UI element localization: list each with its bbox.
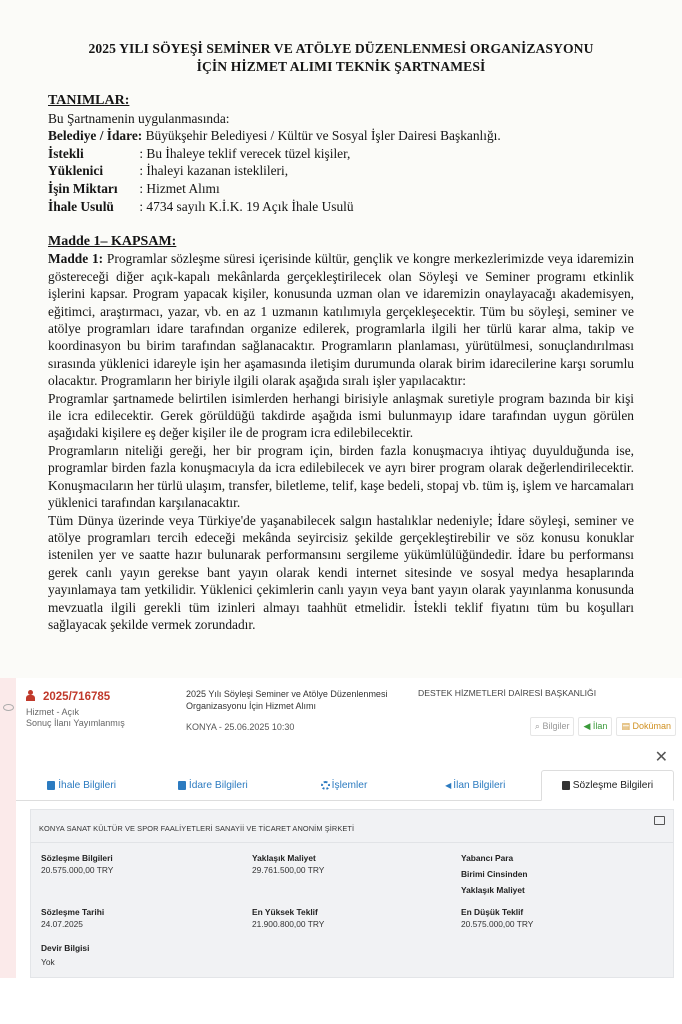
document-title xyxy=(20,40,662,76)
article-text: Programlar sözleşme süresi içerisinde kültür, gençlik ve kongre merkezlerimizde veya idaremizin göstereceği diğer açık-kapalı mekânlarda gerçekleştirilecek olan Söyleşi ve Seminer programı etkinlik işlerini kapsar. Program yapacak kişiler, konusunda uzman olan ve idaremizin onaylayacağı akademisyen, eğitimci, araştırmacı, yazar, vb. en az 1 uzmanın katılımıyla gerçekleşecektir. Tüm bu söyleşi, seminer ve atölye programları idare tarafından organize edilerek, programlarla ilgili her türlü karar alma, takip ve koordinasyon bu birim tarafından sağlanacaktır. Programların planlaması, yürütülmesi, sonuçlandırılması sırasında yüklenici idareyle işin her aşamasında iletişim durumunda olarak birim idarecilerine karşı sorumlu olacaktır. Programların her biriyle ilgili olarak aşağıda sıralı işler yapılacaktır: xyxy=(48,251,634,389)
tab-label: İşlemler xyxy=(331,779,368,791)
contract-field xyxy=(41,942,89,968)
tab-label: İdare Bilgileri xyxy=(188,779,248,791)
article-paragraph-3: Programların niteliği gereği, her bir program için, birden fazla konuşmacıya ihtiyaç duyulduğunda ise, programlar birden fazla konuşmacıyla da icra edilebilecek ve ayrı birer program olarak değerlendirilecektir. Konuşmacıların her türlü ulaşım, transfer, biletleme, telif, kaşe bedeli, stopaj vb. tüm iş, işlem ve harcamaları yüklenici tarafından karşılanacaktır. xyxy=(48,442,634,511)
megaphone-icon: ◀ xyxy=(583,721,591,731)
contract-field xyxy=(41,852,113,876)
contract-field xyxy=(252,906,324,930)
tender-location-date: KONYA - 25.06.2025 10:30 xyxy=(186,722,295,732)
definition-value: Büyükşehir Belediyesi / Kültür ve Sosyal İşler Dairesi Başkanlığı. xyxy=(145,128,501,144)
building-icon xyxy=(178,781,186,790)
definition-value: : 4734 sayılı K.İ.K. 19 Açık İhale Usulü xyxy=(139,198,354,214)
eye-icon[interactable] xyxy=(3,704,14,711)
gear-icon xyxy=(321,781,330,790)
article-label: Madde 1: xyxy=(48,251,104,267)
dokuman-label: Doküman xyxy=(632,721,671,731)
article-paragraph-4: Tüm Dünya üzerinde veya Türkiye'de yaşanabilecek salgın hastalıklar nedeniyle; İdare söyleşi, seminer ve atölye programları tercih edeceği mekânda seyircisiz şekilde gerçekleştirebilir ve söz konusu konuklar istenilen yer ve saatte hazır bulunarak performansını sergileme yükümlülüğündedir. İdare bu performansı gerek canlı yayın gerekse bant yayın olarak kendi internet sitesinde ve sosyal medya hesaplarında yayınlamaya tam yetkilidir. Yüklenici çekimlerin canlı yayın veya bant yayın olarak yayınlanma konusunda mevzuatla ilgili gerekli tüm izinleri almayı taahhüt etmelidir. İstekli teklif fiyatını tüm bu koşulları sağlayacak şekilde vermek zorundadır. xyxy=(48,512,634,632)
definition-value: : İhaleyi kazanan isteklileri, xyxy=(139,163,289,179)
definition-value: : Hizmet Alımı xyxy=(139,180,220,196)
tender-type: Hizmet - Açık xyxy=(26,707,80,717)
tender-detail-panel xyxy=(0,678,682,1024)
document-title-line-2: İÇİN HİZMET ALIMI TEKNİK ŞARTNAMESİ xyxy=(196,59,486,74)
field-label: Yabancı Para xyxy=(461,853,514,863)
definitions-section xyxy=(48,92,501,215)
contract-field xyxy=(461,906,533,930)
left-strip xyxy=(0,678,16,978)
field-value: 29.761.500,00 TRY xyxy=(252,865,325,875)
article-heading: Madde 1– KAPSAM: xyxy=(48,234,177,249)
contract-field xyxy=(41,906,104,930)
field-label: En Yüksek Teklif xyxy=(252,907,318,917)
print-icon[interactable] xyxy=(654,816,665,825)
tender-id[interactable] xyxy=(26,690,110,703)
definition-row xyxy=(48,127,501,145)
article-paragraph-2: Programlar şartnamede belirtilen isimlerden herhangi birisiyle anlaşmak suretiyle program bazında bir kişi ile icra edilecektir. Gerek görüldüğü takdirde aşağıda ismi bulunmayıp idare tarafından uygun görülen aşağıdaki kişilere eş değer kişiler ile de program icra edilebilecektir. xyxy=(48,390,634,441)
definition-row xyxy=(48,180,501,198)
search-icon: ⌕ xyxy=(534,721,540,731)
dokuman-button[interactable] xyxy=(616,717,676,736)
bilgiler-label: Bilgiler xyxy=(542,721,570,731)
edit-icon xyxy=(562,781,570,790)
field-value: Yok xyxy=(41,957,55,967)
tab-islemler[interactable] xyxy=(278,770,409,800)
definition-term: Belediye / İdare: xyxy=(48,128,143,144)
tender-id-text: 2025/716785 xyxy=(43,691,111,703)
definition-value: : Bu İhaleye teklif verecek tüzel kişiler, xyxy=(139,145,351,161)
definition-row xyxy=(48,198,501,216)
article-paragraph xyxy=(48,250,634,389)
tab-label: İlan Bilgileri xyxy=(453,779,506,791)
panel-divider xyxy=(31,842,673,843)
close-button[interactable]: ✕ xyxy=(654,749,668,766)
tender-state: Sonuç İlanı Yayımlanmış xyxy=(26,718,125,728)
document-icon: ▤ xyxy=(621,721,630,731)
tab-ilan-bilgileri[interactable] xyxy=(410,770,541,800)
tender-name: 2025 Yılı Söyleşi Seminer ve Atölye Düzenlenmesi Organizasyonu İçin Hizmet Alımı xyxy=(186,689,388,711)
tender-status xyxy=(26,707,125,729)
definition-row xyxy=(48,145,501,163)
field-value: 20.575.000,00 TRY xyxy=(41,865,114,875)
field-label: Devir Bilgisi xyxy=(41,943,90,953)
tab-bar xyxy=(16,770,674,801)
company-name: KONYA SANAT KÜLTÜR VE SPOR FAALİYETLERİ SANAYİİ VE TİCARET ANONİM ŞİRKETİ xyxy=(39,824,355,833)
field-label: En Düşük Teklif xyxy=(461,907,524,917)
tender-department: DESTEK HİZMETLERİ DAİRESİ BAŞKANLIĞI xyxy=(418,688,597,698)
definition-term: İstekli xyxy=(48,145,84,161)
bilgiler-button[interactable] xyxy=(530,717,575,736)
field-label: Birimi Cinsinden xyxy=(461,869,528,879)
field-value: 20.575.000,00 TRY xyxy=(461,919,534,929)
ilan-button[interactable] xyxy=(578,717,612,736)
tab-label: İhale Bilgileri xyxy=(58,779,116,791)
field-label: Sözleşme Tarihi xyxy=(41,907,105,917)
tender-actions xyxy=(530,717,676,736)
definition-term: İşin Miktarı xyxy=(48,180,118,196)
article-section xyxy=(48,233,634,633)
tab-sozlesme-bilgileri[interactable] xyxy=(541,770,674,801)
megaphone-icon: ◀ xyxy=(445,780,452,790)
tab-label: Sözleşme Bilgileri xyxy=(572,780,654,791)
document-icon xyxy=(47,781,55,790)
definitions-heading: TANIMLAR: xyxy=(48,93,130,108)
tab-ihale-bilgileri[interactable] xyxy=(16,770,147,800)
field-label: Yaklaşık Maliyet xyxy=(252,853,316,863)
ilan-label: İlan xyxy=(592,721,608,731)
contract-panel xyxy=(30,809,674,978)
definition-term: Yüklenici xyxy=(48,163,104,179)
document-title-line-1: 2025 YILI SÖYEŞİ SEMİNER VE ATÖLYE DÜZENLENMESİ ORGANİZASYONU xyxy=(88,41,594,56)
definitions-intro: Bu Şartnamenin uygulanmasında: xyxy=(48,110,230,126)
contract-field xyxy=(252,852,324,876)
contract-field xyxy=(461,852,528,896)
field-label: Sözleşme Bilgileri xyxy=(41,853,113,863)
tab-idare-bilgileri[interactable] xyxy=(147,770,278,800)
definition-row xyxy=(48,162,501,180)
person-icon xyxy=(26,690,35,701)
field-label: Yaklaşık Maliyet xyxy=(461,885,525,895)
definition-term: İhale Usulü xyxy=(48,198,114,214)
field-value: 24.07.2025 xyxy=(41,919,83,929)
field-value: 21.900.800,00 TRY xyxy=(252,919,325,929)
